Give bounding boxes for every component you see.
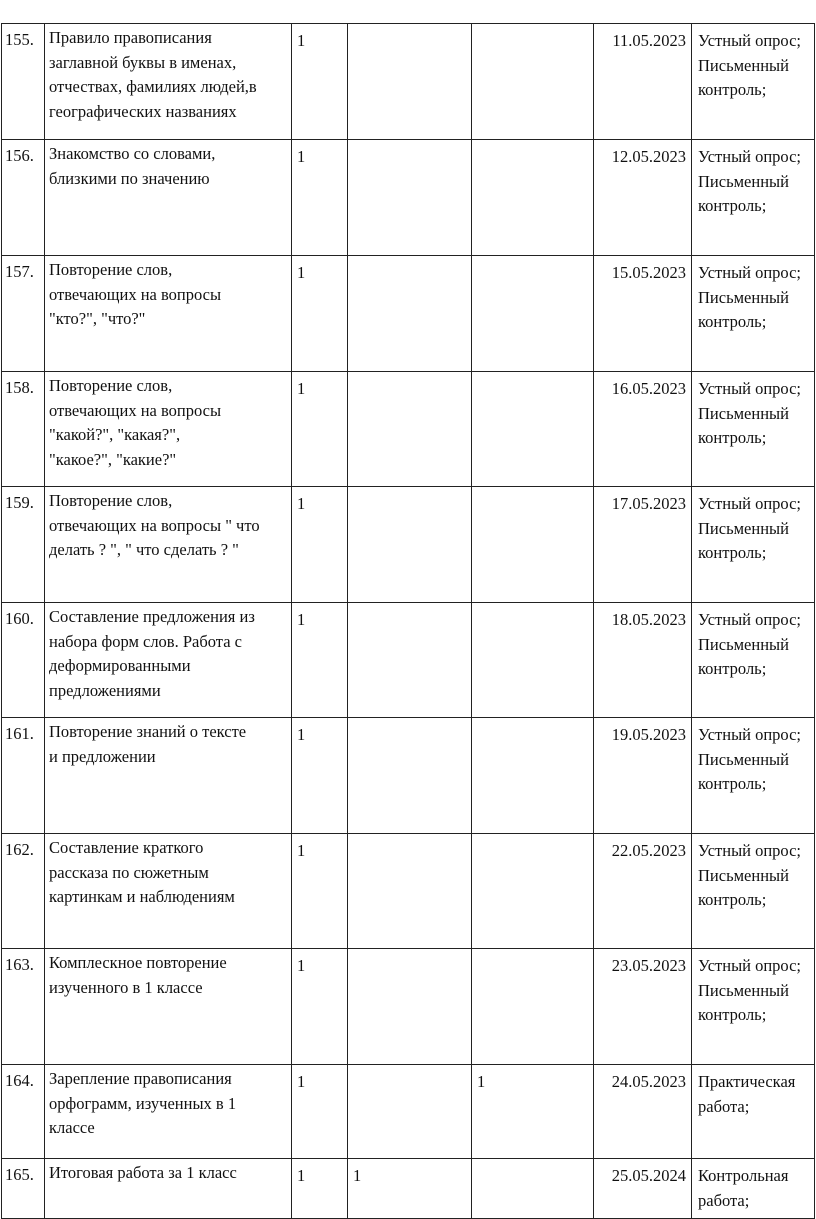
hours-count-cell bbox=[292, 949, 348, 1065]
row-number-cell bbox=[2, 949, 45, 1065]
practical-works bbox=[472, 718, 593, 723]
lesson-topic: Составление предложения из набора форм слов. Работа с деформированными предложениями bbox=[49, 607, 255, 700]
hours-count: 1 bbox=[297, 494, 306, 513]
lesson-date: 25.05.2024 bbox=[611, 1166, 686, 1185]
row-number: 158. bbox=[5, 378, 34, 397]
control-works bbox=[348, 603, 471, 608]
control-works bbox=[348, 834, 471, 839]
control-works-cell bbox=[348, 1159, 472, 1219]
control-form-cell bbox=[692, 372, 815, 487]
control-works bbox=[348, 1065, 471, 1070]
lesson-topic-cell bbox=[45, 372, 292, 487]
hours-count: 1 bbox=[297, 725, 306, 744]
table-row bbox=[2, 487, 815, 603]
control-form: Устный опрос; Письменный контроль; bbox=[698, 494, 802, 562]
row-number-cell bbox=[2, 1159, 45, 1219]
lesson-topic: Знакомство со словами, близкими по значению bbox=[49, 144, 216, 188]
lesson-date-cell bbox=[594, 718, 692, 834]
lesson-topic-cell bbox=[45, 487, 292, 603]
lesson-topic: Составление краткого рассказа по сюжетным картинкам и наблюдениям bbox=[49, 838, 235, 906]
row-number: 156. bbox=[5, 146, 34, 165]
row-number-cell bbox=[2, 140, 45, 256]
practical-works: 1 bbox=[477, 1072, 486, 1091]
practical-works bbox=[472, 24, 593, 29]
table-row bbox=[2, 24, 815, 140]
table-row bbox=[2, 949, 815, 1065]
lesson-date: 18.05.2023 bbox=[611, 610, 686, 629]
control-works-cell bbox=[348, 834, 472, 949]
hours-count: 1 bbox=[297, 31, 306, 50]
hours-count: 1 bbox=[297, 263, 306, 282]
control-works bbox=[348, 24, 471, 29]
hours-count-cell bbox=[292, 718, 348, 834]
hours-count: 1 bbox=[297, 1166, 306, 1185]
control-form-cell bbox=[692, 718, 815, 834]
control-works-cell bbox=[348, 140, 472, 256]
lesson-date-cell bbox=[594, 949, 692, 1065]
row-number-cell bbox=[2, 603, 45, 718]
table-row bbox=[2, 140, 815, 256]
practical-works bbox=[472, 140, 593, 145]
row-number: 161. bbox=[5, 724, 34, 743]
row-number-cell bbox=[2, 487, 45, 603]
hours-count-cell bbox=[292, 1065, 348, 1159]
lesson-topic-cell bbox=[45, 949, 292, 1065]
row-number: 157. bbox=[5, 262, 34, 281]
hours-count: 1 bbox=[297, 956, 306, 975]
lesson-date: 12.05.2023 bbox=[611, 147, 686, 166]
control-works-cell bbox=[348, 372, 472, 487]
control-form-cell bbox=[692, 24, 815, 140]
lesson-date-cell bbox=[594, 24, 692, 140]
practical-works bbox=[472, 372, 593, 377]
control-form-cell bbox=[692, 1159, 815, 1219]
hours-count: 1 bbox=[297, 147, 306, 166]
practical-works bbox=[472, 603, 593, 608]
control-form: Контрольная работа; bbox=[698, 1166, 789, 1210]
practical-works-cell bbox=[472, 949, 594, 1065]
practical-works-cell bbox=[472, 1065, 594, 1159]
control-works: 1 bbox=[353, 1166, 362, 1185]
lesson-date: 17.05.2023 bbox=[611, 494, 686, 513]
practical-works-cell bbox=[472, 718, 594, 834]
practical-works bbox=[472, 834, 593, 839]
practical-works bbox=[472, 487, 593, 492]
control-form: Устный опрос; Письменный контроль; bbox=[698, 263, 802, 331]
control-works bbox=[348, 372, 471, 377]
lesson-date-cell bbox=[594, 603, 692, 718]
control-works-cell bbox=[348, 256, 472, 372]
lesson-topic: Правило правописания заглавной буквы в именах, отчествах, фамилиях людей,в географических названиях bbox=[49, 28, 257, 121]
row-number: 159. bbox=[5, 493, 34, 512]
lesson-topic: Повторение знаний о тексте и предложении bbox=[49, 722, 247, 766]
lesson-topic: Итоговая работа за 1 класс bbox=[49, 1163, 237, 1182]
lesson-date-cell bbox=[594, 1159, 692, 1219]
lesson-topic-cell bbox=[45, 24, 292, 140]
control-form-cell bbox=[692, 834, 815, 949]
table-row bbox=[2, 1065, 815, 1159]
control-form: Устный опрос; Письменный контроль; bbox=[698, 841, 802, 909]
practical-works bbox=[472, 256, 593, 261]
lesson-topic-cell bbox=[45, 834, 292, 949]
hours-count-cell bbox=[292, 603, 348, 718]
lesson-date-cell bbox=[594, 372, 692, 487]
lesson-topic-cell bbox=[45, 1065, 292, 1159]
hours-count-cell bbox=[292, 834, 348, 949]
lesson-topic: Комплескное повторение изученного в 1 классе bbox=[49, 953, 227, 997]
table-row bbox=[2, 1159, 815, 1219]
control-works-cell bbox=[348, 1065, 472, 1159]
hours-count: 1 bbox=[297, 379, 306, 398]
lesson-rows bbox=[2, 24, 815, 1219]
control-form: Устный опрос; Письменный контроль; bbox=[698, 31, 802, 99]
practical-works-cell bbox=[472, 487, 594, 603]
row-number: 162. bbox=[5, 840, 34, 859]
practical-works-cell bbox=[472, 24, 594, 140]
control-form-cell bbox=[692, 140, 815, 256]
control-form: Устный опрос; Письменный контроль; bbox=[698, 610, 802, 678]
lesson-date-cell bbox=[594, 256, 692, 372]
row-number: 160. bbox=[5, 609, 34, 628]
lesson-date-cell bbox=[594, 487, 692, 603]
lesson-date: 24.05.2023 bbox=[611, 1072, 686, 1091]
practical-works-cell bbox=[472, 834, 594, 949]
lesson-date: 22.05.2023 bbox=[611, 841, 686, 860]
hours-count-cell bbox=[292, 256, 348, 372]
table-row bbox=[2, 256, 815, 372]
control-form: Устный опрос; Письменный контроль; bbox=[698, 147, 802, 215]
lesson-topic-cell bbox=[45, 1159, 292, 1219]
control-works-cell bbox=[348, 487, 472, 603]
row-number-cell bbox=[2, 256, 45, 372]
control-works-cell bbox=[348, 24, 472, 140]
row-number-cell bbox=[2, 834, 45, 949]
practical-works-cell bbox=[472, 256, 594, 372]
hours-count-cell bbox=[292, 140, 348, 256]
row-number-cell bbox=[2, 1065, 45, 1159]
hours-count-cell bbox=[292, 487, 348, 603]
row-number-cell bbox=[2, 24, 45, 140]
lesson-date: 23.05.2023 bbox=[611, 956, 686, 975]
hours-count: 1 bbox=[297, 841, 306, 860]
lesson-date-cell bbox=[594, 140, 692, 256]
hours-count: 1 bbox=[297, 610, 306, 629]
practical-works-cell bbox=[472, 372, 594, 487]
table-row bbox=[2, 718, 815, 834]
row-number-cell bbox=[2, 372, 45, 487]
lesson-plan-table bbox=[1, 23, 815, 1219]
lesson-date-cell bbox=[594, 834, 692, 949]
lesson-topic-cell bbox=[45, 140, 292, 256]
lesson-topic-cell bbox=[45, 256, 292, 372]
control-form-cell bbox=[692, 256, 815, 372]
practical-works-cell bbox=[472, 1159, 594, 1219]
control-form-cell bbox=[692, 487, 815, 603]
control-works-cell bbox=[348, 603, 472, 718]
lesson-topic: Зарепление правописания орфограмм, изученных в 1 классе bbox=[49, 1069, 237, 1137]
control-form: Устный опрос; Письменный контроль; bbox=[698, 379, 802, 447]
control-form-cell bbox=[692, 1065, 815, 1159]
control-works-cell bbox=[348, 949, 472, 1065]
control-form: Устный опрос; Письменный контроль; bbox=[698, 956, 802, 1024]
control-works bbox=[348, 140, 471, 145]
row-number: 164. bbox=[5, 1071, 34, 1090]
control-works bbox=[348, 949, 471, 954]
practical-works bbox=[472, 949, 593, 954]
hours-count: 1 bbox=[297, 1072, 306, 1091]
practical-works-cell bbox=[472, 603, 594, 718]
lesson-topic: Повторение слов, отвечающих на вопросы "какой?", "какая?", "какое?", "какие?" bbox=[49, 376, 222, 469]
lesson-date: 19.05.2023 bbox=[611, 725, 686, 744]
table-row bbox=[2, 372, 815, 487]
hours-count-cell bbox=[292, 24, 348, 140]
lesson-topic: Повторение слов, отвечающих на вопросы "кто?", "что?" bbox=[49, 260, 222, 328]
control-form: Устный опрос; Письменный контроль; bbox=[698, 725, 802, 793]
hours-count-cell bbox=[292, 1159, 348, 1219]
control-form-cell bbox=[692, 603, 815, 718]
practical-works-cell bbox=[472, 140, 594, 256]
lesson-topic: Повторение слов, отвечающих на вопросы " что делать ? ", " что сделать ? " bbox=[49, 491, 260, 559]
control-works bbox=[348, 487, 471, 492]
lesson-date: 15.05.2023 bbox=[611, 263, 686, 282]
practical-works bbox=[472, 1159, 593, 1164]
lesson-date: 11.05.2023 bbox=[612, 31, 686, 50]
hours-count-cell bbox=[292, 372, 348, 487]
table-row bbox=[2, 834, 815, 949]
control-works bbox=[348, 256, 471, 261]
lesson-date-cell bbox=[594, 1065, 692, 1159]
control-form: Практическая работа; bbox=[698, 1072, 796, 1116]
row-number-cell bbox=[2, 718, 45, 834]
lesson-date: 16.05.2023 bbox=[611, 379, 686, 398]
control-form-cell bbox=[692, 949, 815, 1065]
lesson-topic-cell bbox=[45, 718, 292, 834]
row-number: 155. bbox=[5, 30, 34, 49]
lesson-topic-cell bbox=[45, 603, 292, 718]
control-works bbox=[348, 718, 471, 723]
table-row bbox=[2, 603, 815, 718]
row-number: 165. bbox=[5, 1165, 34, 1184]
control-works-cell bbox=[348, 718, 472, 834]
row-number: 163. bbox=[5, 955, 34, 974]
